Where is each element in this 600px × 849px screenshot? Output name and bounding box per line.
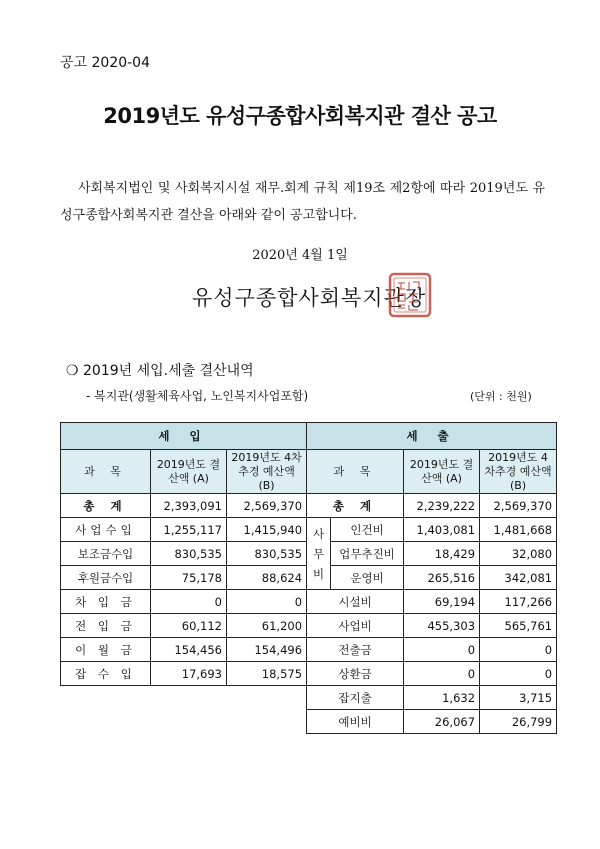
revenue-label: 후원금수입	[61, 566, 151, 590]
unit-label: (단위 : 천원)	[470, 390, 532, 403]
expense-settled: 69,194	[404, 590, 480, 614]
revenue-settled: 1,255,117	[151, 518, 227, 542]
table-row	[61, 686, 557, 710]
revenue-settled: 17,693	[151, 662, 227, 686]
revenue-budget: 2,569,370	[227, 494, 307, 518]
expense-settled: 2,239,222	[404, 494, 480, 518]
expense-budget: 26,799	[480, 710, 557, 734]
expense-budget: 0	[480, 662, 557, 686]
table-row	[61, 662, 557, 686]
expense-label: 운영비	[331, 566, 404, 590]
expense-label: 상환금	[307, 662, 404, 686]
table-row	[61, 518, 557, 542]
table-row	[61, 494, 557, 518]
organization-name: 유성구종합사회복지관장	[192, 286, 427, 310]
expense-budget: 3,715	[480, 686, 557, 710]
subsection-title: - 복지관(생활체육사업, 노인복지사업포함)	[86, 389, 309, 403]
revenue-budget: 61,200	[227, 614, 307, 638]
expense-budget: 2,569,370	[480, 494, 557, 518]
expense-budget: 0	[480, 638, 557, 662]
expense-label: 잡지출	[307, 686, 404, 710]
expense-item-header: 과 목	[307, 450, 404, 494]
expense-settled: 1,632	[404, 686, 480, 710]
expense-label: 인건비	[331, 518, 404, 542]
revenue-budget: 1,415,940	[227, 518, 307, 542]
expense-label: 예비비	[307, 710, 404, 734]
expense-settled: 1,403,081	[404, 518, 480, 542]
expense-label: 시설비	[307, 590, 404, 614]
revenue-settled-header: 2019년도 결산액 (A)	[151, 450, 227, 494]
revenue-settled: 830,535	[151, 542, 227, 566]
notice-body: 사회복지법인 및 사회복지시설 재무.회계 규칙 제19조 제2항에 따라 2019년도 유성구종합사회복지관 결산을 아래와 같이 공고합니다.	[60, 181, 545, 223]
expense-budget: 342,081	[480, 566, 557, 590]
expense-header: 세 출	[307, 423, 557, 450]
revenue-label: 총 계	[61, 494, 151, 518]
revenue-label: 차 입 금	[61, 590, 151, 614]
revenue-label: 보조금수입	[61, 542, 151, 566]
expense-group-label	[307, 518, 331, 590]
official-seal	[388, 272, 432, 318]
expense-settled-header: 2019년도 결산액 (A)	[404, 450, 480, 494]
revenue-settled: 60,112	[151, 614, 227, 638]
revenue-label: 잡 수 입	[61, 662, 151, 686]
table-row	[61, 614, 557, 638]
table-row	[61, 590, 557, 614]
revenue-budget: 18,575	[227, 662, 307, 686]
expense-settled: 0	[404, 638, 480, 662]
revenue-budget: 154,496	[227, 638, 307, 662]
revenue-header: 세 입	[61, 423, 307, 450]
expense-budget: 32,080	[480, 542, 557, 566]
expense-settled: 455,303	[404, 614, 480, 638]
empty-cell	[61, 686, 307, 710]
expense-budget: 117,266	[480, 590, 557, 614]
revenue-settled: 75,178	[151, 566, 227, 590]
revenue-budget: 0	[227, 590, 307, 614]
revenue-budget: 88,624	[227, 566, 307, 590]
revenue-budget: 830,535	[227, 542, 307, 566]
empty-cell	[61, 710, 307, 734]
expense-budget: 565,761	[480, 614, 557, 638]
table-row	[61, 638, 557, 662]
expense-label: 총 계	[307, 494, 404, 518]
expense-settled: 0	[404, 662, 480, 686]
notice-number: 공고 2020-04	[60, 55, 150, 71]
page-title: 2019년도 유성구종합사회복지관 결산 공고	[103, 104, 497, 128]
settlement-table	[60, 422, 557, 734]
expense-settled: 265,516	[404, 566, 480, 590]
expense-settled: 26,067	[404, 710, 480, 734]
expense-budget-header: 2019년도 4차추경 예산액 (B)	[480, 450, 557, 494]
revenue-settled: 154,456	[151, 638, 227, 662]
table-row	[61, 710, 557, 734]
revenue-label: 사업수입	[61, 518, 151, 542]
revenue-budget-header: 2019년도 4차추경 예산액 (B)	[227, 450, 307, 494]
section-title: ❍ 2019년 세입.세출 결산내역	[66, 363, 254, 379]
revenue-label: 전 입 금	[61, 614, 151, 638]
expense-group-text: 사 무 비	[312, 526, 325, 581]
expense-label: 업무추진비	[331, 542, 404, 566]
expense-label: 사업비	[307, 614, 404, 638]
expense-settled: 18,429	[404, 542, 480, 566]
revenue-label: 이 월 금	[61, 638, 151, 662]
revenue-item-header: 과 목	[61, 450, 151, 494]
expense-budget: 1,481,668	[480, 518, 557, 542]
revenue-settled: 2,393,091	[151, 494, 227, 518]
expense-label: 전출금	[307, 638, 404, 662]
revenue-settled: 0	[151, 590, 227, 614]
notice-date: 2020년 4월 1일	[252, 248, 348, 263]
